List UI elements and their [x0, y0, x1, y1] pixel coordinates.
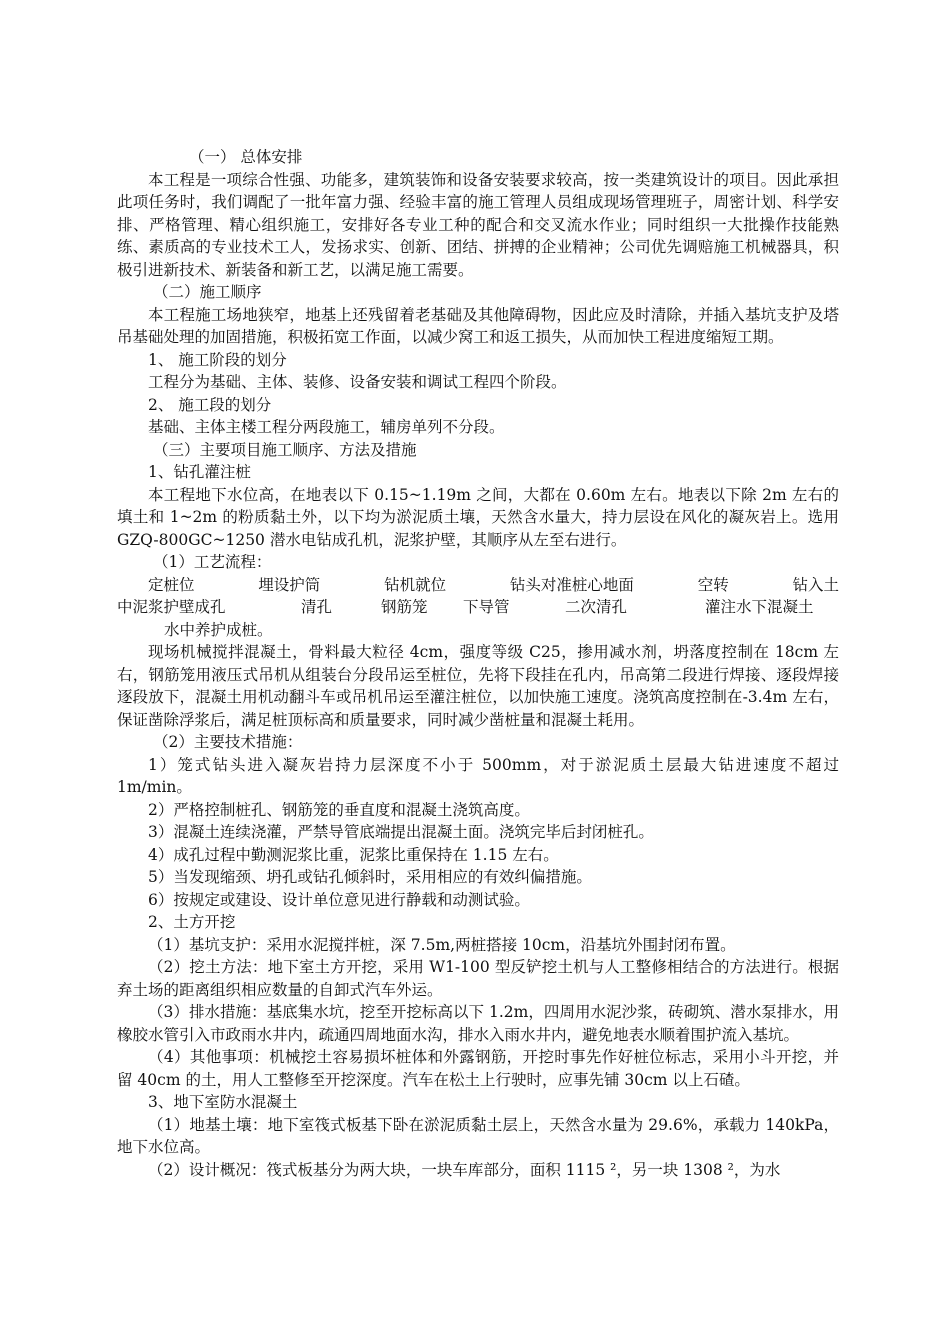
tech-measure-item: 1）笼式钻头进入凝灰岩持力层深度不小于 500mm，对于淤泥质土层最大钻进速度不超过 1m/min。 [117, 755, 839, 796]
flow-step: 钢筋笼 [381, 598, 428, 616]
tech-measure-item: 5）当发现缩颈、坍孔或钻孔倾斜时，采用相应的有效纠偏措施。 [148, 868, 592, 886]
earthwork-item: （1）基坑支护：采用水泥搅拌桩，深 7.5m,两桩搭接 10cm，沿基坑外围封闭布置。 [148, 935, 736, 954]
heading-process-flow: （1）工艺流程： [153, 553, 272, 571]
flow-step: 清孔 [301, 598, 333, 616]
process-flow-row-2 [117, 596, 839, 619]
earthwork-item: （3）排水措施：基底集水坑，挖至开挖标高以下 1.2m，四周用水泥沙浆，砖砌筑、潜水泵排水，用橡胶水管引入市政雨水井内，疏通四周地面水沟，排水入雨水井内，避免地表水顺着围护流入基坑。 [117, 1003, 839, 1044]
flow-step: 二次清孔 [565, 598, 628, 616]
paragraph-segment-division: 基础、主体主楼工程分两段施工，辅房单列不分段。 [148, 418, 505, 436]
paragraph-overview: 本工程是一项综合性强、功能多，建筑装饰和设备安装要求较高，按一类建筑设计的项目。因此承担此项任务时，我们调配了一批年富力强、经验丰富的施工管理人员组成现场管理班子，周密计划、科学安排、严格管理、精心组织施工，安排好各专业工种的配合和交叉流水作业；同时组织一大批操作技能熟练、素质高的专业技术工人，发扬求实、创新、团结、拼搏的企业精神；公司优先调赔施工机械器具，积极引进新技术、新装备和新工艺，以满足施工需要。 [117, 170, 839, 279]
section-heading-methods: （三）主要项目施工顺序、方法及措施 [153, 440, 417, 459]
earthwork-item: （4）其他事项：机械挖土容易损坏桩体和外露钢筋，开挖时事先作好桩位标志，采用小斗开挖，并留 40cm 的土，用人工整修至开挖深度。汽车在松土上行驶时，应事先铺 30cm 以上石碴。 [117, 1048, 839, 1089]
heading-bored-pile: 1、钻孔灌注桩 [148, 463, 251, 481]
document-body [117, 146, 839, 1181]
tech-measure-item: 3）混凝土连续浇灌，严禁导管底端提出混凝土面。浇筑完毕后封闭桩孔。 [148, 823, 654, 841]
flow-step: 中泥浆护壁成孔 [117, 598, 226, 616]
paragraph-sequence: 本工程施工场地狭窄，地基上还残留着老基础及其他障碍物，因此应及时清除，并插入基坑支护及塔吊基础处理的加固措施，积极拓宽工作面，以减少窝工和返工损失，从而加快工程进度缩短工期。 [117, 305, 839, 346]
heading-segment-division: 2、 施工段的划分 [148, 395, 272, 414]
flow-step: 下导管 [463, 598, 510, 616]
tech-measure-item: 4）成孔过程中勤测泥浆比重，泥浆比重保持在 1.15 左右。 [148, 845, 559, 864]
process-flow-row-3: 水中养护成桩。 [164, 620, 273, 639]
flow-step: 空转 [697, 575, 729, 594]
heading-stage-division: 1、 施工阶段的划分 [148, 350, 287, 369]
flow-step: 钻入土 [792, 575, 839, 594]
tech-measure-item: 2）严格控制桩孔、钢筋笼的垂直度和混凝土浇筑高度。 [148, 800, 530, 819]
basement-item: （1）地基土壤：地下室筏式板基下卧在淤泥质黏土层上，天然含水量为 29.6%，承载力 140kPa，地下水位高。 [117, 1115, 839, 1156]
flow-step: 灌注水下混凝土 [705, 598, 814, 616]
heading-technical-measures: （2）主要技术措施： [153, 733, 303, 751]
paragraph-concrete: 现场机械搅拌混凝土，骨料最大粒径 4cm，强度等级 C25，掺用减水剂，坍落度控制在 18cm 左右，钢筋笼用液压式吊机从组装台分段吊运至桩位，先将下段挂在孔内，吊高第二段进行焊接、逐段焊接逐段放下，混凝土用机动翻斗车或吊机吊运至灌注桩位，以加快施工速度。浇筑高度控制在-3.4m 左右，保证凿除浮浆后，满足桩顶标高和质量要求，同时减少凿桩量和混凝土耗用。 [117, 643, 839, 729]
basement-item: （2）设计概况：筏式板基分为两大块，一块车库部分，面积 1115 ²，另一块 1308 ²，为水 [148, 1160, 781, 1179]
process-flow-row-1 [117, 574, 839, 597]
flow-step: 定桩位 [148, 575, 195, 594]
paragraph-bored-pile: 本工程地下水位高，在地表以下 0.15~1.19m 之间，大都在 0.60m 左右。地表以下除 2m 左右的填土和 1~2m 的粉质黏土外，以下均为淤泥质土壤，天然含水量大，持力层设在风化的凝灰岩上。选用 GZQ-800GC~1250 潜水电钻成孔机，泥浆护壁，其顺序从左至右进行。 [117, 485, 839, 549]
earthwork-item: （2）挖土方法：地下室土方开挖，采用 W1-100 型反铲挖土机与人工整修相结合的方法进行。根据弃土场的距离组织相应数量的自卸式汽车外运。 [117, 958, 839, 999]
flow-step: 钻机就位 [384, 575, 447, 594]
paragraph-stage-division: 工程分为基础、主体、装修、设备安装和调试工程四个阶段。 [148, 373, 567, 391]
flow-step: 钻头对准桩心地面 [509, 575, 634, 594]
flow-step: 埋设护筒 [258, 575, 321, 594]
section-heading-overall: （一） 总体安排 [189, 148, 303, 166]
heading-basement-waterproof: 3、地下室防水混凝土 [148, 1093, 298, 1111]
heading-earthwork: 2、土方开挖 [148, 913, 236, 931]
tech-measure-item: 6）按规定或建设、设计单位意见进行静载和动测试验。 [148, 890, 530, 909]
section-heading-sequence: （二）施工顺序 [153, 283, 262, 301]
